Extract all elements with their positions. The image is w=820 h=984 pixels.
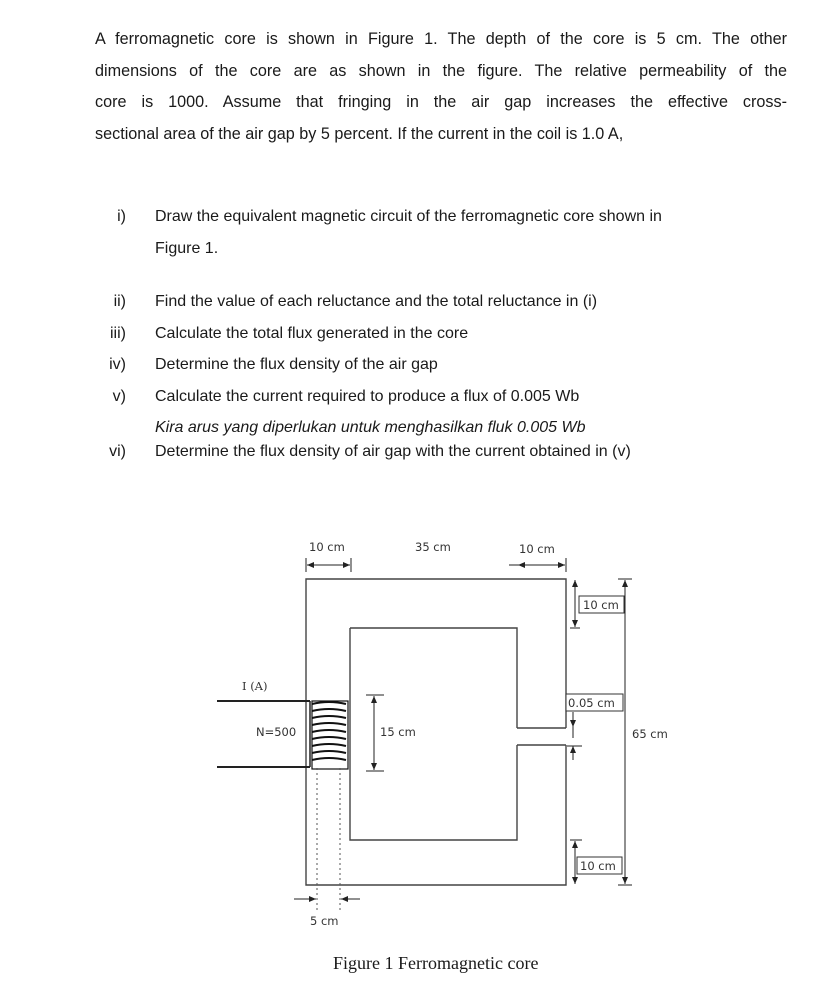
coil-winding xyxy=(312,702,346,760)
question-number: ii) xyxy=(113,293,126,310)
question-number: iv) xyxy=(109,356,126,373)
intro-line: core is 1000. Assume that fringing in the air gap increases the effective cross- xyxy=(95,93,787,111)
core-window-outline xyxy=(350,628,517,840)
question-text: Calculate the current required to produce a flux of 0.005 Wb xyxy=(155,388,580,405)
dim-right-bottom-label: 10 cm xyxy=(580,859,616,873)
dim-top-mid-label: 35 cm xyxy=(415,540,451,554)
intro-line: A ferromagnetic core is shown in Figure 1. The depth of the core is 5 cm. The other xyxy=(95,30,787,48)
question-number: vi) xyxy=(109,443,126,460)
question-text: Determine the flux density of the air gap xyxy=(155,356,438,373)
question-text: Figure 1. xyxy=(155,240,219,257)
intro-line: sectional area of the air gap by 5 percent. If the current in the coil is 1.0 A, xyxy=(95,124,624,143)
dim-top-left-label: 10 cm xyxy=(309,540,345,554)
dim-right-top-label: 10 cm xyxy=(583,598,619,612)
figure-caption: Figure 1 Ferromagnetic core xyxy=(333,953,539,973)
dim-gap-label: 0.05 cm xyxy=(568,696,615,710)
question-number: iii) xyxy=(110,325,126,342)
current-label: I (A) xyxy=(242,679,268,693)
dim-window-label: 15 cm xyxy=(380,725,416,739)
dim-height-label: 65 cm xyxy=(632,727,668,741)
turns-label: N=500 xyxy=(256,725,297,739)
question-text: Determine the flux density of air gap with the current obtained in (v) xyxy=(155,443,631,460)
dim-bottom-label: 5 cm xyxy=(310,914,339,928)
question-text: Draw the equivalent magnetic circuit of the ferromagnetic core shown in xyxy=(155,208,662,225)
question-number: v) xyxy=(112,388,126,405)
intro-line: dimensions of the core are as shown in the figure. The relative permeability of the xyxy=(95,61,787,80)
question-number: i) xyxy=(117,208,126,225)
dim-top-right-label: 10 cm xyxy=(519,542,555,556)
question-text: Calculate the total flux generated in the core xyxy=(155,325,469,342)
question-text-malay: Kira arus yang diperlukan untuk menghasilkan fluk 0.005 Wb xyxy=(155,419,586,436)
question-text: Find the value of each reluctance and the total reluctance in (i) xyxy=(155,293,598,310)
